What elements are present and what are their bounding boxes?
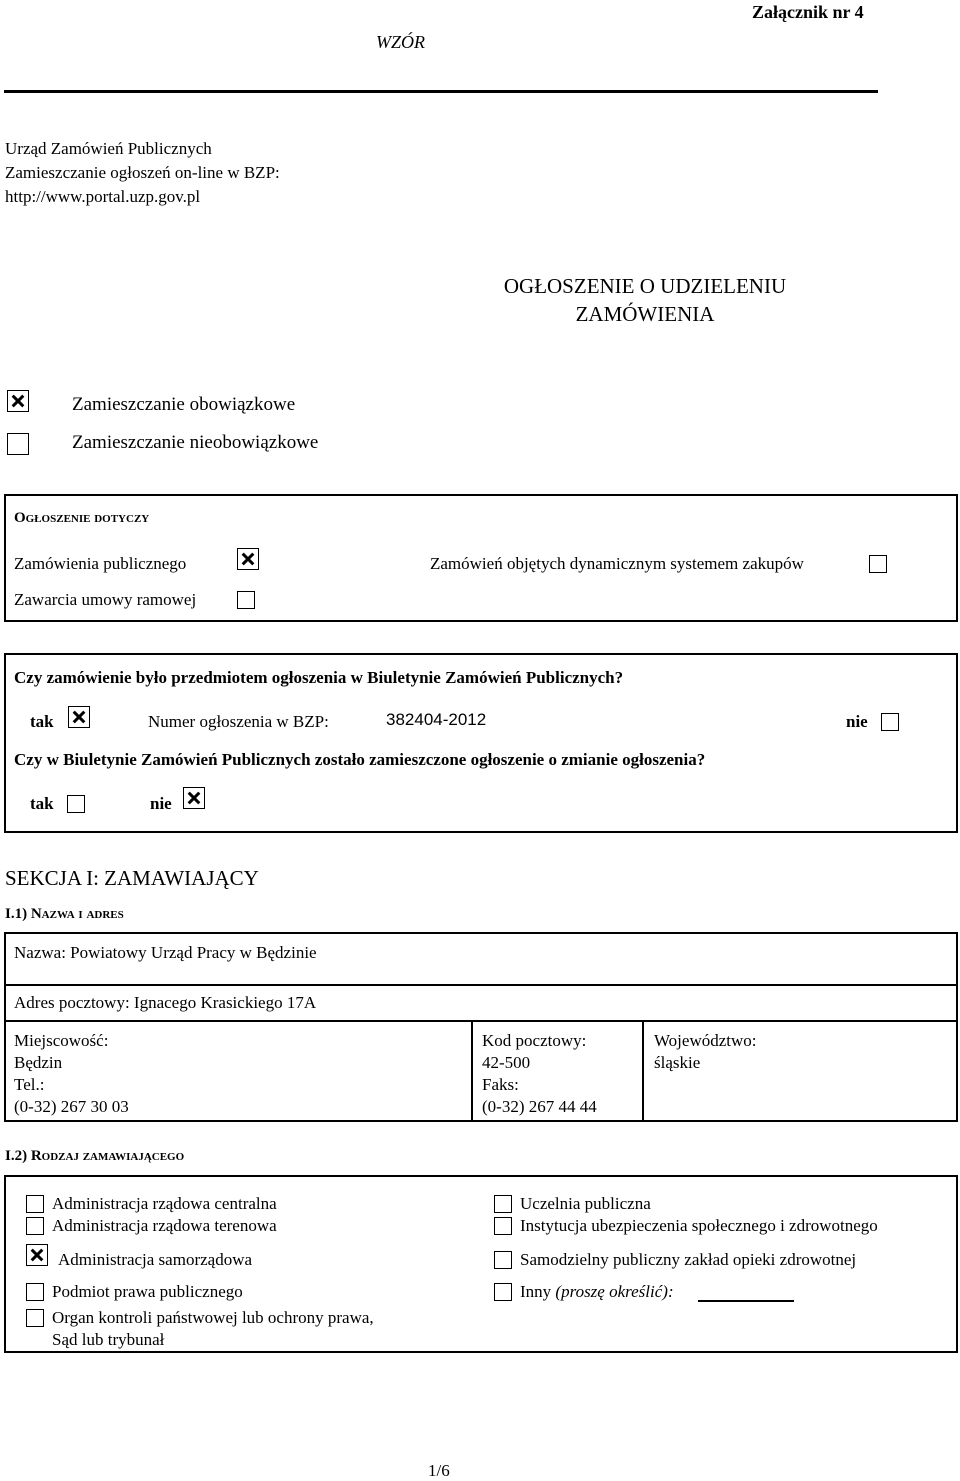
province-label: Województwo:: [654, 1031, 757, 1050]
subsection-number: I.1): [5, 906, 28, 922]
issuer-line: Urząd Zamówień Publicznych: [5, 139, 212, 158]
bzp-question-2: Czy w Biuletynie Zamówień Publicznych zostało zamieszczone ogłoszenie o zmianie ogłoszenia?: [14, 750, 706, 769]
framework-checkbox[interactable]: [237, 591, 255, 609]
buyer-type-label: Administracja samorządowa: [58, 1250, 253, 1269]
buyer-type-label: Inny: [520, 1282, 552, 1301]
postal-label: Kod pocztowy:: [482, 1031, 587, 1050]
buyer-type-label: Administracja rządowa terenowa: [52, 1216, 277, 1235]
buyer-type-other: [520, 1282, 674, 1302]
section-title: SEKCJA I: ZAMAWIAJĄCY: [5, 866, 259, 890]
buyer-type-label: Uczelnia publiczna: [520, 1194, 651, 1213]
change-no-checkbox[interactable]: [183, 787, 205, 809]
template-label: WZÓR: [376, 32, 425, 52]
subsection-1-heading: [5, 906, 124, 923]
province-field: [654, 1030, 757, 1074]
buyer-type-label: Organ kontroli państwowej lub ochrony prawa,: [52, 1308, 374, 1327]
bzp-no-checkbox[interactable]: [881, 713, 899, 731]
buyer-type-label: Administracja rządowa centralna: [52, 1194, 277, 1213]
postal-value: 42-500: [482, 1053, 531, 1072]
dps-label: Zamówień objętych dynamicznym systemem zakupów: [430, 554, 804, 573]
page-number: 1/6: [428, 1461, 450, 1480]
issuer-line: Zamieszczanie ogłoszeń on-line w BZP:: [5, 163, 280, 182]
subsection-number: I.2): [5, 1148, 28, 1164]
mandatory-checkbox[interactable]: [7, 390, 29, 412]
bzp-no-label: nie: [846, 712, 868, 731]
bzp-yes-checkbox[interactable]: [68, 706, 90, 728]
buyer-type-label: Instytucja ubezpieczenia społecznego i zdrowotnego: [520, 1216, 878, 1235]
fax-value: (0-32) 267 44 44: [482, 1097, 597, 1116]
optional-checkbox[interactable]: [7, 433, 29, 455]
public-order-checkbox[interactable]: [237, 548, 259, 570]
issuer-block: [5, 137, 280, 209]
city-field: [14, 1030, 129, 1118]
concerns-heading: Ogłoszenie dotyczy: [14, 510, 150, 526]
buyer-type-checkbox[interactable]: [494, 1195, 512, 1213]
buyer-name: Nazwa: Powiatowy Urząd Pracy w Będzinie: [14, 943, 317, 962]
subsection-title: Rodzaj zamawiającego: [30, 1148, 185, 1164]
subsection-title: Nazwa i adres: [30, 906, 124, 922]
mandatory-label: Zamieszczanie obowiązkowe: [72, 394, 296, 415]
bzp-number-value: 382404-2012: [386, 710, 487, 729]
buyer-type-checkbox[interactable]: [26, 1195, 44, 1213]
bzp-number-label: Numer ogłoszenia w BZP:: [148, 712, 329, 731]
phone-label: Tel.:: [14, 1075, 45, 1094]
contact-divider: [642, 1020, 644, 1122]
buyer-address: Adres pocztowy: Ignacego Krasickiego 17A: [14, 993, 317, 1012]
attachment-label: Załącznik nr 4: [752, 2, 864, 22]
phone-value: (0-32) 267 30 03: [14, 1097, 129, 1116]
buyer-type-label-continued: Sąd lub trybunał: [52, 1330, 165, 1349]
buyer-type-label: Samodzielny publiczny zakład opieki zdrowotnej: [520, 1250, 857, 1269]
public-order-label: Zamówienia publicznego: [14, 554, 187, 573]
buyer-type-checkbox[interactable]: [26, 1309, 44, 1327]
page-title-line: OGŁOSZENIE O UDZIELENIU: [503, 274, 787, 298]
optional-label: Zamieszczanie nieobowiązkowe: [72, 432, 319, 453]
dps-checkbox[interactable]: [869, 555, 887, 573]
fax-label: Faks:: [482, 1075, 519, 1094]
buyer-type-checkbox[interactable]: [494, 1283, 512, 1301]
header-rule: [4, 90, 878, 93]
buyer-type-checkbox[interactable]: [26, 1244, 48, 1266]
page-title-line: ZAMÓWIENIA: [575, 302, 715, 326]
other-hint: (proszę określić):: [555, 1282, 674, 1301]
bzp-question-1: Czy zamówienie było przedmiotem ogłoszenia w Biuletynie Zamówień Publicznych?: [14, 668, 624, 687]
change-yes-checkbox[interactable]: [67, 795, 85, 813]
buyer-type-checkbox[interactable]: [26, 1283, 44, 1301]
city-label: Miejscowość:: [14, 1031, 109, 1050]
buyer-type-checkbox[interactable]: [494, 1251, 512, 1269]
framework-label: Zawarcia umowy ramowej: [14, 590, 197, 609]
buyer-type-checkbox[interactable]: [494, 1217, 512, 1235]
contact-divider: [471, 1020, 473, 1122]
buyer-type-label: Podmiot prawa publicznego: [52, 1282, 243, 1301]
contact-box: [4, 1020, 958, 1122]
city-value: Będzin: [14, 1053, 63, 1072]
province-value: śląskie: [654, 1053, 701, 1072]
page-title: [430, 272, 860, 328]
other-specify-line[interactable]: [698, 1300, 794, 1302]
issuer-line: http://www.portal.uzp.gov.pl: [5, 187, 201, 206]
subsection-2-heading: [5, 1148, 184, 1165]
change-yes-label: tak: [30, 794, 54, 813]
postal-field: [482, 1030, 597, 1118]
buyer-type-checkbox[interactable]: [26, 1217, 44, 1235]
bzp-yes-label: tak: [30, 712, 54, 731]
change-no-label: nie: [150, 794, 172, 813]
